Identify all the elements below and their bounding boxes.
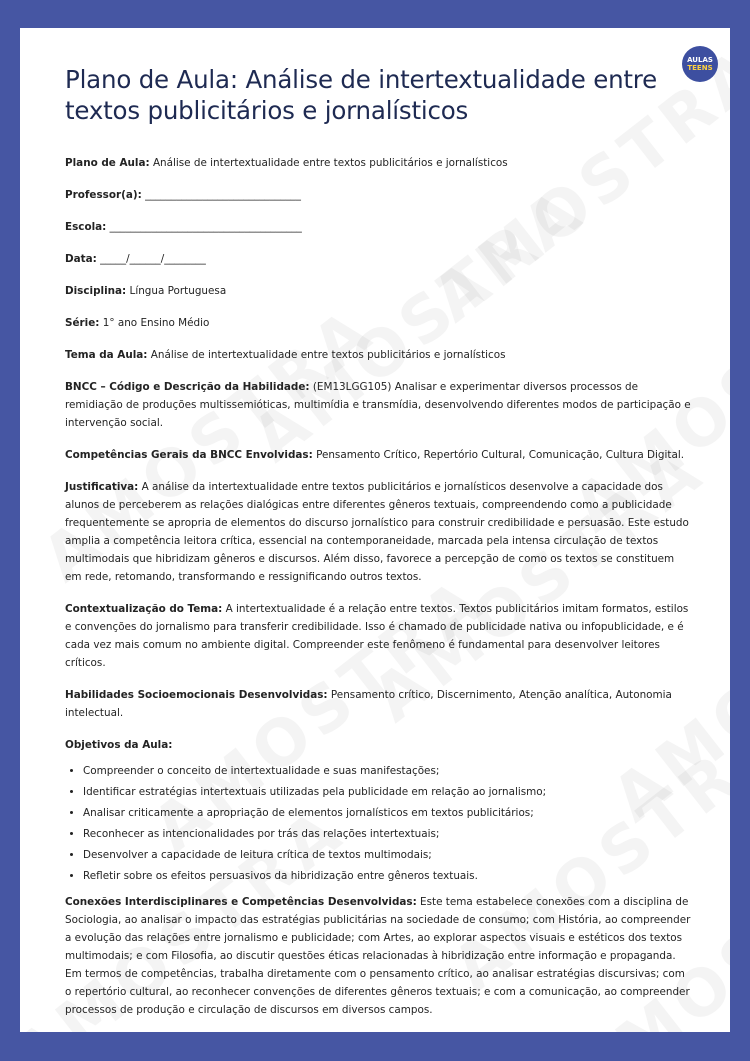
field-justificativa <box>65 478 693 586</box>
field-label: Escola: <box>65 221 107 233</box>
field-professor <box>65 186 693 204</box>
field-value: Pensamento crítico, Discernimento, Atenção analítica, Autonomia intelectual. <box>65 689 672 719</box>
field-disciplina <box>65 282 693 300</box>
logo-line-2: TEENS <box>687 64 713 72</box>
field-value: (EM13LGG105) Analisar e experimentar diversos processos de remidiação de produções multissemióticas, multimídia e transmídia, desenvolvendo diferentes modos de participação e intervenção social. <box>65 381 691 429</box>
field-label: Disciplina: <box>65 285 127 297</box>
field-label: Justificativa: <box>65 481 139 493</box>
list-item: • Desenvolver a capacidade de leitura crítica de textos multimodais; <box>83 846 693 864</box>
field-objetivos <box>65 736 693 754</box>
field-label: BNCC – Código e Descrição da Habilidade: <box>65 381 310 393</box>
document-page <box>20 28 730 1032</box>
field-label: Data: <box>65 253 97 265</box>
field-label: Plano de Aula: <box>65 157 150 169</box>
field-label: Contextualização do Tema: <box>65 603 223 615</box>
field-value: _____/______/________ <box>100 253 206 265</box>
list-item: • Analisar criticamente a apropriação de elementos jornalísticos em textos publicitários; <box>83 804 693 822</box>
field-value: A análise da intertextualidade entre textos publicitários e jornalísticos desenvolve a capacidade dos alunos de perceberem as relações dialógicas entre diferentes gêneros textuais, compreendendo como a publicidade frequentemente se apropria de elementos do discurso jornalístico para construir credibilidade e persuasão. Este estudo amplia a competência leitora crítica, essencial na contemporaneidade, marcada pela intensa circulação de textos multimodais que hibridizam gêneros e discursos. Além disso, favorece a percepção de como os textos se constituem em rede, retomando, transformando e ressignificando outros textos. <box>65 481 689 583</box>
field-habilidades <box>65 686 693 722</box>
field-value: Análise de intertextualidade entre textos publicitários e jornalísticos <box>150 349 506 361</box>
page-title: Plano de Aula: Análise de intertextualidade entre textos publicitários e jornalísticos <box>65 65 658 125</box>
list-item: • Compreender o conceito de intertextualidade e suas manifestações; <box>83 762 693 780</box>
field-value: Pensamento Crítico, Repertório Cultural, Comunicação, Cultura Digital. <box>316 449 685 461</box>
field-conexoes <box>65 893 693 1019</box>
document-content <box>65 64 693 1032</box>
field-competencias <box>65 446 693 464</box>
field-serie <box>65 314 693 332</box>
field-plano <box>65 154 693 172</box>
field-tema <box>65 346 693 364</box>
field-value: ______________________________ <box>145 189 301 201</box>
field-contextualizacao <box>65 600 693 672</box>
field-label: Habilidades Socioemocionais Desenvolvidas: <box>65 689 328 701</box>
field-value: Língua Portuguesa <box>129 285 227 297</box>
field-value: A intertextualidade é a relação entre textos. Textos publicitários imitam formatos, estilos e convenções do jornalismo para transferir credibilidade. Isso é chamado de publicidade nativa ou infopublicidade, e é cada vez mais comum no ambiente digital. Compreender este fenômeno é fundamental para desenvolver leitores críticos. <box>65 603 689 669</box>
objectives-list <box>65 762 693 885</box>
field-label: Conexões Interdisciplinares e Competências Desenvolvidas: <box>65 896 417 908</box>
field-label: Objetivos da Aula: <box>65 739 173 751</box>
list-item: • Refletir sobre os efeitos persuasivos da hibridização entre gêneros textuais. <box>83 867 693 885</box>
field-label: Série: <box>65 317 100 329</box>
logo-line-1: AULAS <box>687 56 713 64</box>
field-value: Análise de intertextualidade entre textos publicitários e jornalísticos <box>152 157 508 169</box>
field-value: _____________________________________ <box>109 221 302 233</box>
field-bncc <box>65 378 693 432</box>
field-value: 1° ano Ensino Médio <box>102 317 210 329</box>
field-label: Tema da Aula: <box>65 349 148 361</box>
field-data <box>65 250 693 268</box>
list-item: • Reconhecer as intencionalidades por trás das relações intertextuais; <box>83 825 693 843</box>
field-escola <box>65 218 693 236</box>
field-label: Professor(a): <box>65 189 142 201</box>
field-label: Competências Gerais da BNCC Envolvidas: <box>65 449 313 461</box>
list-item: • Identificar estratégias intertextuais utilizadas pela publicidade em relação ao jornalismo; <box>83 783 693 801</box>
field-value: Este tema estabelece conexões com a disciplina de Sociologia, ao analisar o impacto das estratégias publicitárias na sociedade de consumo; com História, ao compreender a evolução das relações entre jornalismo e publicidade; com Artes, ao explorar aspectos visuais e estéticos dos textos multimodais; e com Filosofia, ao discutir questões éticas relacionadas à hibridização entre informação e propaganda. Em termos de competências, trabalha diretamente com o pensamento crítico, ao analisar estratégias discursivas; com o repertório cultural, ao reconhecer convenções de diferentes gêneros textuais; e com a comunicação, ao compreender processos de produção e circulação de discursos em diversos campos. <box>65 896 691 1016</box>
